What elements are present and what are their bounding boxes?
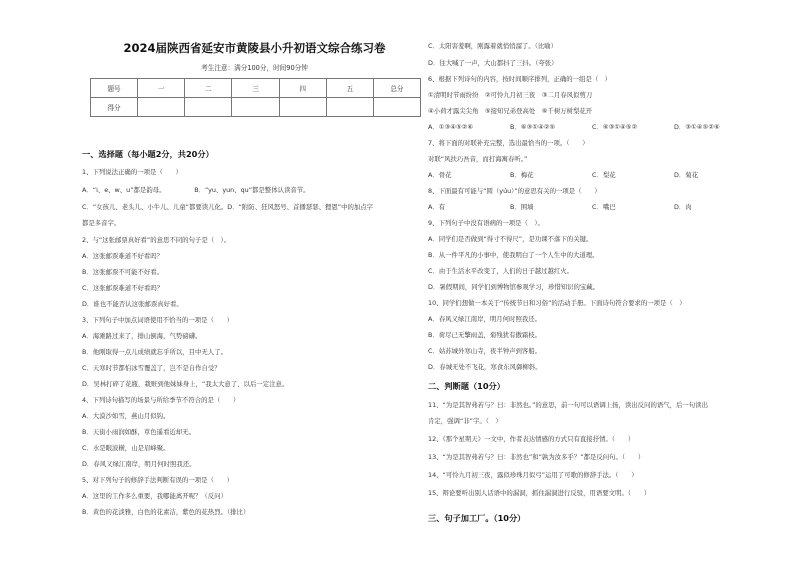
score-table-header-row — [91, 79, 421, 98]
right-column — [428, 0, 773, 562]
question-line: D．往大喊了一声，大山都抖了三抖。（夸张） — [428, 59, 558, 67]
question-line: 9、下列句子中没有语病的一项是（ ）。 — [428, 219, 544, 227]
question-line: 6、根据下列诗句的内容，按时间顺序排列，正确的一组是（ ） — [428, 75, 612, 83]
question-line: B．这张邮票不可能不好看。 — [82, 268, 164, 276]
option-c: C．嘴巴 — [592, 203, 616, 211]
score-header-cell: 题号 — [91, 79, 138, 98]
score-table — [90, 78, 421, 117]
left-column — [82, 0, 427, 562]
exam-notice: 考生注意：满分100分，时间90分钟 — [201, 64, 308, 72]
question-line: A．春风又绿江南岸，明月何时照我还。 — [428, 315, 542, 323]
section-heading-judgement: 二、判断题（10分） — [428, 381, 505, 391]
question-line: A．这里的工作多么重要，我哪能离开呢？（反问） — [82, 492, 227, 500]
question-line: 4、下列诗句描写的场景与所给季节不符合的是（ ） — [82, 396, 240, 404]
option-b: B．围墙 — [510, 203, 534, 211]
question-line: D．吴林打碎了花瓶，栽赃到他妹妹身上，“我太大意了，以后一定注意。 — [82, 380, 289, 388]
score-header-cell: 二 — [185, 79, 232, 98]
question-line: C．由于生活水平改变了，人们的日子越过越红火。 — [428, 267, 574, 275]
question-line: 7、将下面的对联补充完整，选出最恰当的一项。（ ） — [428, 139, 589, 147]
question-line: A．大漠沙如雪，燕山月似钩。 — [82, 412, 170, 420]
question-line: A．海滩路过来了，排山倒海，气势磅礴。 — [82, 332, 202, 340]
question-line: 10、同学们想做一本关于“传统节日和习俗”的活动手册。下面诗句符合要求的一项是（ ） — [428, 299, 686, 307]
section-heading-sentences: 三、句子加工厂。（10分） — [428, 513, 526, 523]
question-line: B．荷尽已无擎雨盖，菊残犹有傲霜枝。 — [428, 331, 542, 339]
q7-options — [428, 171, 773, 179]
question-line: C．天寒时节都怕冰雪覆盖了，岂不是自作自受？ — [82, 364, 221, 372]
question-line: 8、下面最有可能与“圆（yúu）”的意思有关的一项是（ ） — [428, 187, 601, 195]
option-a: A．有 — [428, 203, 446, 211]
score-header-cell: 总分 — [373, 79, 420, 98]
section-heading-choice: 一、选择题（每小题2分，共20分） — [82, 149, 214, 159]
question-line: 15、辩论要听出别人话语中的漏洞，抓住漏洞进行反驳，用语要文明。（ ） — [428, 489, 651, 497]
question-line: C．姑苏城外寒山寺，夜半钟声到客船。 — [428, 347, 542, 355]
option-d: D．肉 — [674, 203, 692, 211]
question-line: D．春城无处不飞花，寒食东风御柳斜。 — [428, 363, 542, 371]
option-a: A．骨花 — [428, 171, 452, 179]
question-line: 肯定，强调“非”字。（ ） — [428, 417, 502, 425]
score-cell — [279, 98, 326, 117]
option-c: C．⑥③①④⑤② — [592, 123, 638, 131]
question-line: D．暑假期间，同学们到博物馆参观学习，珍惜知识的宝藏。 — [428, 283, 600, 291]
exam-title: 2024届陕西省延安市黄陵县小升初语文综合练习卷 — [123, 41, 386, 55]
question-line: B．他刚取得一点儿成绩就忘乎所以，目中无人了。 — [82, 348, 227, 356]
option-a: A．①③④⑤②⑥ — [428, 123, 474, 131]
question-line: D．谁也不能否认这张邮票真好看。 — [82, 300, 183, 308]
option-d: D．菊花 — [674, 171, 699, 179]
question-line: C．水是眼波横，山是眉峰聚。 — [82, 444, 170, 452]
question-line: ①清明时节雨纷纷 ②可怜九月初三夜 ③二月春风似剪刀 — [428, 91, 593, 99]
question-line: ④小荷才露尖尖角 ⑤接知兄弟登高处 ⑥千树万树梨花开 — [428, 107, 593, 115]
question-line: C．“女孩儿、老头儿、小牛儿、儿童”都要读儿化。D．“附防、狂风怒号、首播瑟瑟、狸恩”中的加点字 — [82, 203, 374, 211]
question-line: 3、下列句子中加点词语使用不恰当的一项是（ ） — [82, 316, 234, 324]
option-b: B．梅花 — [510, 171, 534, 179]
question-line: B．从一件平凡的小事中，使我明白了一个人生中的大道理。 — [428, 251, 599, 259]
q6-options — [428, 123, 773, 131]
q8-options — [428, 203, 773, 211]
question-line: D．春风又绿江南岸，明月何时照我还。 — [82, 460, 196, 468]
question-line: C．这张邮票难道不好看吗？ — [82, 284, 164, 292]
score-header-cell: 四 — [279, 79, 326, 98]
question-line: 都是多音字。 — [82, 219, 121, 227]
question-line: A．同学们是否做到“得寸不得尺”，是功课不落下的关键。 — [428, 235, 593, 243]
score-cell — [185, 98, 232, 117]
score-header-cell: 一 — [138, 79, 185, 98]
question-line: 12、《那个星期天》一文中，作者表达情感的方式只有直接抒情。（ ） — [428, 435, 635, 443]
question-line: 1、下列说法正确的一项是（ ） — [82, 168, 182, 176]
question-line: B．天街小雨润如酥，草色遥看近却无。 — [82, 428, 196, 436]
question-line: C．太阳害羞啊，刚露着就悄悄溜了。（比喻） — [428, 42, 558, 50]
score-header-cell: 三 — [232, 79, 279, 98]
score-row-label: 得分 — [91, 98, 138, 117]
question-line: B．黄色的花淡雅，白色的花素洁，紫色的花热烈。（排比） — [82, 508, 250, 516]
question-line: 13、“为是其智弗若与？曰：非然也”和“孰为汝多乎？”都是反问句。（ ） — [428, 453, 645, 461]
question-line: A．“i、e、w、u”都是韵母。 B．“yu、yun、qu”都是整体认读音节。 — [82, 186, 310, 194]
question-line: 2、与“这张邮票真好看”的意思不同的句子是（ ）。 — [82, 236, 231, 244]
score-cell — [373, 98, 420, 117]
score-header-cell: 五 — [326, 79, 373, 98]
question-line: 5、对下列句子的修辞手法判断有误的一项是（ ） — [82, 476, 234, 484]
score-cell — [138, 98, 185, 117]
score-cell — [326, 98, 373, 117]
option-d: D．③①④⑤②⑥ — [674, 123, 720, 131]
question-line: 14、“可怜九月初三夜，露似珍珠月似弓”运用了可歌的修辞手法。（ ） — [428, 471, 638, 479]
question-line: A．这张邮票难道不好看吗？ — [82, 252, 164, 260]
score-table-score-row — [91, 98, 421, 117]
score-cell — [232, 98, 279, 117]
question-line: 11、“为是其智弗若与？曰：非然也。”的意思，前一句可以语调上扬，读出反问的语气，后一句读出 — [428, 401, 708, 409]
option-b: B．⑥③①④②⑤ — [510, 123, 556, 131]
question-line: 对联“风扶巧吾音，而打海寓春听。” — [428, 155, 528, 163]
option-c: C．梨花 — [592, 171, 616, 179]
